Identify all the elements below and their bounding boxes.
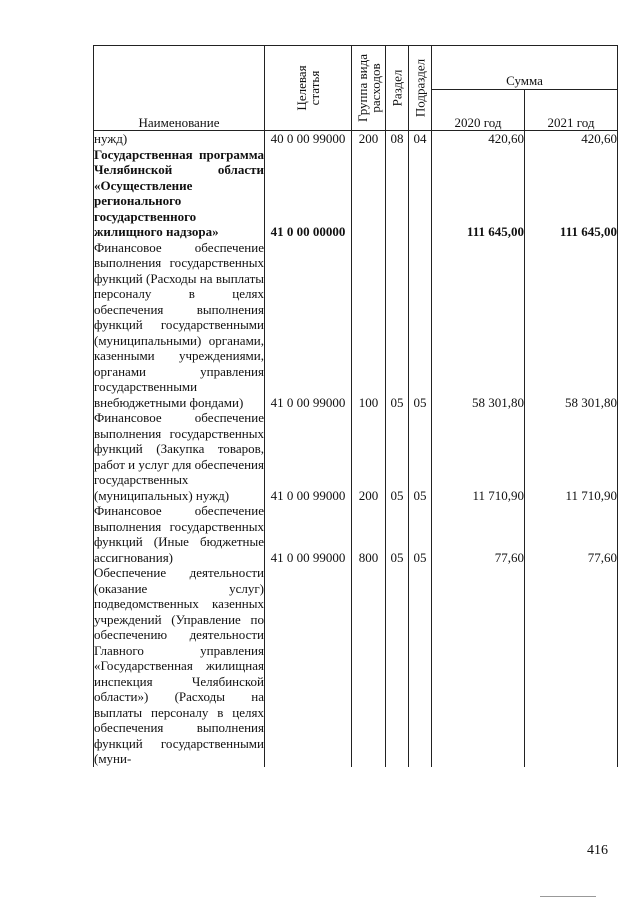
empty-cell	[352, 565, 386, 767]
row-section	[386, 147, 409, 240]
row-group: 200	[352, 131, 386, 147]
header-group	[352, 46, 386, 131]
empty-cell	[265, 565, 352, 767]
table-row	[94, 131, 618, 147]
footer-divider	[540, 896, 596, 897]
row-group	[352, 147, 386, 240]
row-section: 08	[386, 131, 409, 147]
table-row-continuation	[94, 565, 618, 767]
row-name-continuation: Обеспечение деятельности (оказание услуг) подведомственных казенных учреждений (Управление по обеспечению деятельности Главного управления «Государственная жилищная инспекция Челябинской области») (Расходы на выплаты персоналу в целях обеспечения выполнения функций государственными (муни-	[94, 565, 264, 766]
row-name: нужд)	[94, 131, 265, 147]
budget-table	[93, 45, 618, 767]
row-section: 05	[386, 410, 409, 503]
row-subsection: 05	[409, 410, 432, 503]
header-article	[265, 46, 352, 131]
header-article-line2: статья	[307, 70, 322, 106]
table-row	[94, 147, 618, 240]
table-row	[94, 410, 618, 503]
row-subsection: 05	[409, 240, 432, 411]
row-sum-2021: 420,60	[525, 131, 618, 147]
page-number: 416	[587, 843, 608, 858]
table-row	[94, 503, 618, 565]
header-section	[386, 46, 409, 131]
row-subsection: 04	[409, 131, 432, 147]
row-group: 100	[352, 240, 386, 411]
row-sum-2020: 11 710,90	[432, 410, 525, 503]
header-group-line2: расходов	[367, 63, 383, 113]
row-article: 41 0 00 99000	[265, 503, 352, 565]
row-name: Государственная программа Челябинской области «Осуществление регионального государственного жилищного надзора»	[94, 146, 264, 239]
row-name: Финансовое обеспечение выполнения государственных функций (Закупка товаров, работ и услуг для обеспечения государственных (муниципальных) нужд)	[94, 410, 264, 503]
row-sum-2021: 58 301,80	[525, 240, 618, 411]
row-sum-2020: 111 645,00	[432, 147, 525, 240]
row-article: 41 0 00 00000	[265, 147, 352, 240]
row-sum-2021: 11 710,90	[525, 410, 618, 503]
row-sum-2020: 420,60	[432, 131, 525, 147]
empty-cell	[409, 565, 432, 767]
row-group: 800	[352, 503, 386, 565]
header-article-line1: Целевая	[294, 65, 309, 111]
row-sum-2021: 77,60	[525, 503, 618, 565]
header-section-label: Раздел	[389, 69, 405, 107]
row-article: 40 0 00 99000	[265, 131, 352, 147]
empty-cell	[432, 565, 525, 767]
row-subsection	[409, 147, 432, 240]
row-name: Финансовое обеспечение выполнения государственных функций (Расходы на выплаты персоналу в целях обеспечения выполнения функций государственными (муниципальными) органами, казенными учреждениями, органами управления государственными внебюджетными фондами)	[94, 239, 264, 410]
header-subsection-label: Подраздел	[412, 58, 428, 118]
table-row	[94, 240, 618, 411]
header-group-line1: Группа вида	[354, 54, 370, 122]
header-subsection	[409, 46, 432, 131]
row-subsection: 05	[409, 503, 432, 565]
row-sum-2020: 77,60	[432, 503, 525, 565]
header-year-2021: 2021 год	[525, 89, 618, 131]
row-article: 41 0 00 99000	[265, 240, 352, 411]
row-section: 05	[386, 503, 409, 565]
header-year-2020: 2020 год	[432, 89, 525, 131]
empty-cell	[386, 565, 409, 767]
row-group: 200	[352, 410, 386, 503]
row-section: 05	[386, 240, 409, 411]
row-article: 41 0 00 99000	[265, 410, 352, 503]
empty-cell	[525, 565, 618, 767]
header-name: Наименование	[94, 46, 265, 131]
header-sum: Сумма	[432, 46, 618, 90]
row-sum-2021: 111 645,00	[525, 147, 618, 240]
row-name: Финансовое обеспечение выполнения государственных функций (Иные бюджетные ассигнования)	[94, 503, 264, 565]
row-sum-2020: 58 301,80	[432, 240, 525, 411]
